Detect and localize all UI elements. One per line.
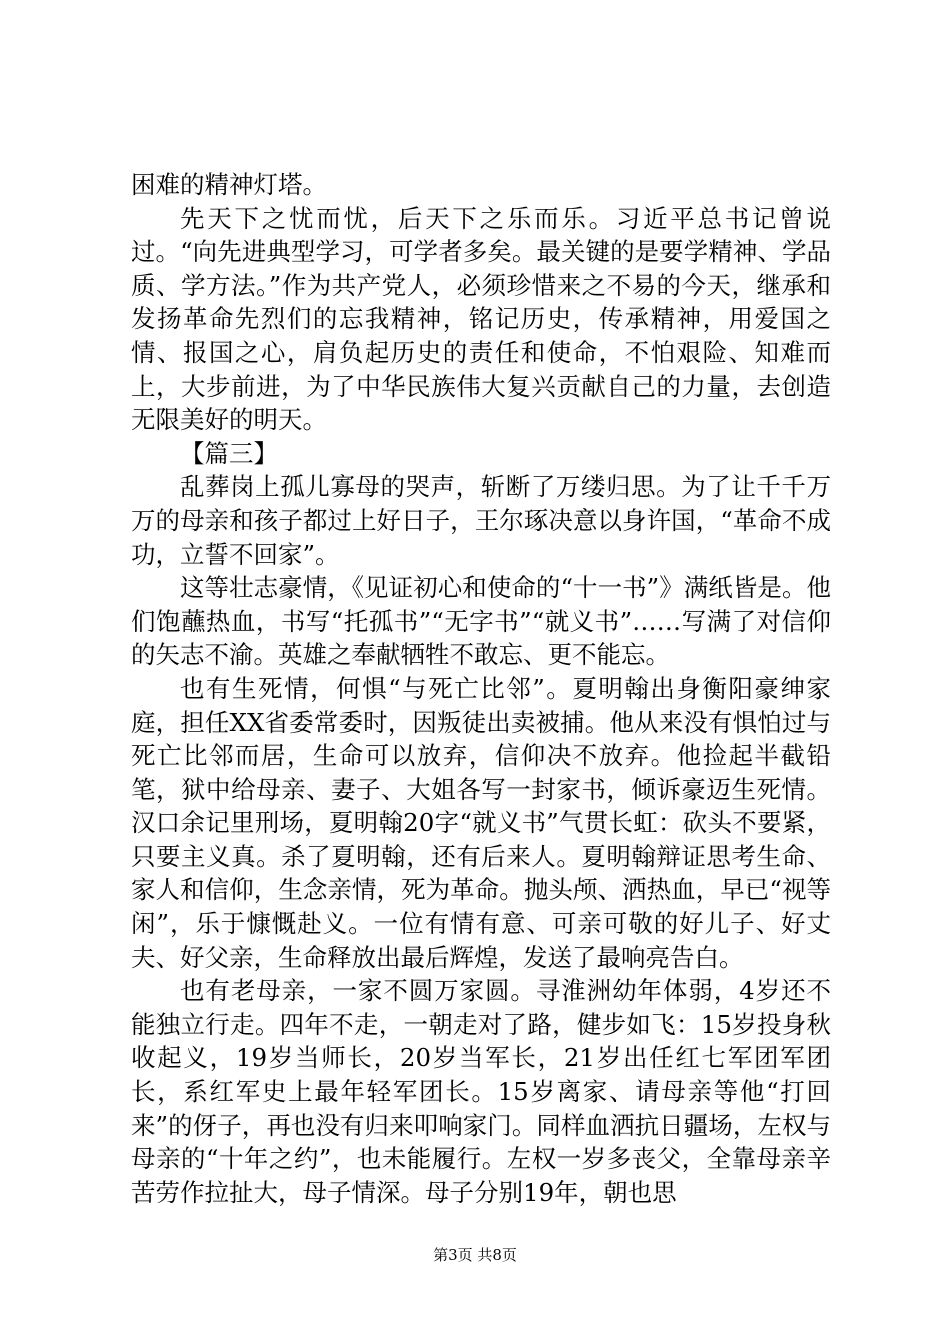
paragraph-5: 也有生死情，何惧“与死亡比邻”。夏明翰出身衡阳豪绅家庭，担任XX省委常委时，因叛徒出卖被捕。他从来没有惧怕过与死亡比邻而居，生命可以放弃，信仰决不放弃。他捡起半截铅笔，狱中给母亲、妻子、大姐各写一封家书，倾诉豪迈生死情。汉口余记里刑场，夏明翰20字“就义书”气贯长虹：砍头不要紧，只要主义真。杀了夏明翰，还有后来人。夏明翰辩证思考生命、家人和信仰，生念亲情，死为革命。抛头颅、洒热血，早已“视等闲”，乐于慷慨赴义。一位有情有意、可亲可敬的好儿子、好丈夫、好父亲，生命释放出最后辉煌，发送了最响亮告白。: [131, 673, 831, 972]
paragraph-6: 也有老母亲，一家不圆万家圆。寻淮洲幼年体弱，4岁还不能独立行走。四年不走，一朝走对了路，健步如飞：15岁投身秋收起义，19岁当师长，20岁当军长，21岁出任红七军团军团长，系红军史上最年轻军团长。15岁离家、请母亲等他“打回来”的伢子，再也没有归来叩响家门。同样血洒抗日疆场，左权与母亲的“十年之约”，也未能履行。左权一岁多丧父，全靠母亲辛苦劳作拉扯大，母子情深。母子分别19年，朝也思: [131, 976, 831, 1207]
paragraph-4: 这等壮志豪情，《见证初心和使命的“十一书”》满纸皆是。他们饱蘸热血，书写“托孤书”“无字书”“就义书”……写满了对信仰的矢志不渝。英雄之奉献牺牲不敢忘、更不能忘。: [131, 573, 831, 670]
paragraph-1: 困难的精神灯塔。: [131, 170, 327, 199]
paragraph-3: 乱葬岗上孤儿寡母的哭声，斩断了万缕归思。为了让千千万万的母亲和孩子都过上好日子，王尔琢决意以身许国，“革命不成功，立誓不回家”。: [131, 472, 831, 569]
body-text: [131, 168, 831, 1209]
paragraph-2: 先天下之忧而忧，后天下之乐而乐。习近平总书记曾说过。“向先进典型学习，可学者多矣。最关键的是要学精神、学品质、学方法。”作为共产党人，必须珍惜来之不易的今天，继承和发扬革命先烈们的忘我精神，铭记历史，传承精神，用爱国之情、报国之心，肩负起历史的责任和使命，不怕艰险、知难而上，大步前进，为了中华民族伟大复兴贡献自己的力量，去创造无限美好的明天。: [131, 203, 831, 435]
section-heading: 【篇三】: [180, 438, 278, 468]
page-footer: 第3页 共8页: [433, 1246, 517, 1264]
